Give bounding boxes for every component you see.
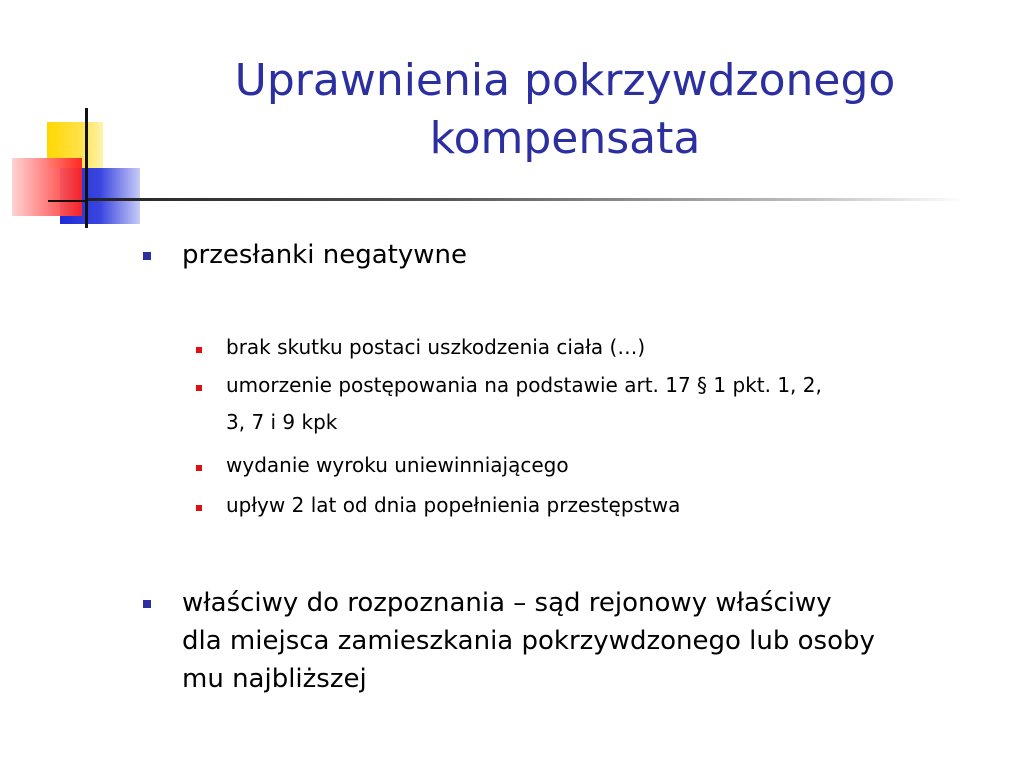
sub-bullet-item-continued: 3, 7 i 9 kpk: [226, 410, 338, 434]
sub-bullet-item: upływ 2 lat od dnia popełnienia przestępstwa: [226, 493, 681, 517]
logo-vertical-line: [85, 108, 88, 228]
title-divider: [88, 198, 968, 201]
bullet-item-continued: dla miejsca zamieszkania pokrzywdzonego lub osoby: [182, 626, 875, 656]
sub-bullet-item: umorzenie postępowania na podstawie art. 17 § 1 pkt. 1, 2,: [226, 373, 822, 397]
sub-bullet-square-icon: [196, 465, 202, 471]
slide-title: [150, 52, 980, 168]
decorative-logo: [0, 100, 150, 230]
title-line-2: kompensata: [429, 113, 701, 164]
bullet-square-icon: [143, 252, 151, 260]
sub-bullet-square-icon: [196, 347, 202, 353]
sub-bullet-square-icon: [196, 385, 202, 391]
sub-bullet-item: brak skutku postaci uszkodzenia ciała (…): [226, 335, 646, 359]
sub-bullet-square-icon: [196, 505, 202, 511]
logo-horizontal-line: [48, 200, 88, 202]
bullet-square-icon: [143, 600, 151, 608]
title-line-1: Uprawnienia pokrzywdzonego: [234, 55, 896, 106]
sub-bullet-item: wydanie wyroku uniewinniającego: [226, 453, 569, 477]
bullet-item: przesłanki negatywne: [182, 240, 467, 270]
logo-red-square: [12, 158, 82, 216]
bullet-item-continued: mu najbliższej: [182, 664, 367, 694]
bullet-item: właściwy do rozpoznania – sąd rejonowy właściwy: [182, 588, 832, 618]
